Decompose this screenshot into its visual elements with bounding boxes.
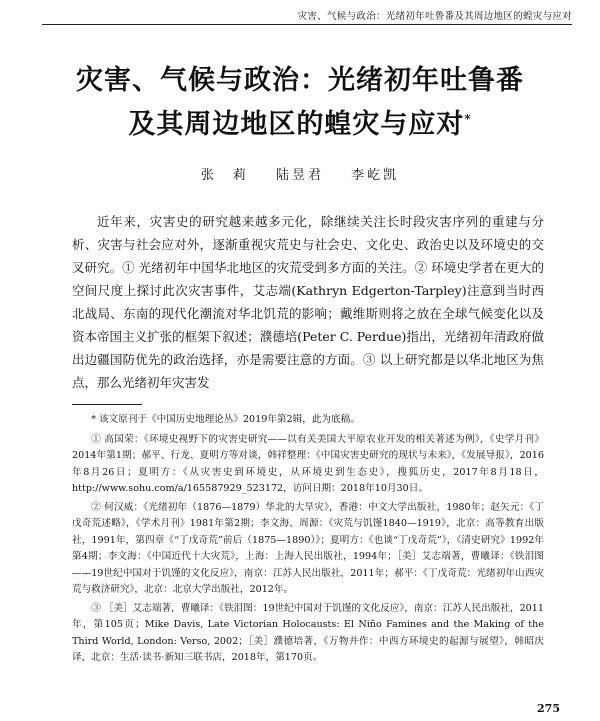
header-rule <box>42 24 572 25</box>
title-line-1: 灾害、气候与政治：光绪初年吐鲁番 <box>76 65 524 96</box>
body-paragraph: 近年来，灾害史的研究越来越多元化，除继续关注长时段灾害序列的重建与分析、灾害与社会应对外，逐渐重视灾荒史与社会史、文化史、政治史以及环境史的交叉研究。① 光绪初年中国华北地区的灾荒受到多方面的关注。② 环境史学者在更大的空间尺度上探讨此次灾害事件，艾志端(Kathryn Edgerton-Tarpley)注意到当时西北战局、东南的现代化潮流对华北饥荒的影响；戴维斯则将之放在全球气候变化以及资本帝国主义扩张的框架下叙述；濮德培(Peter C. Perdue)指出，光绪初年清政府做出边疆国防优先的政治选择，亦是需要注意的方面。③ 以上研究都是以华北地区为焦点，那么光绪初年灾害发 <box>72 214 544 390</box>
running-head: 灾害、气候与政治：光绪初年吐鲁番及其周边地区的蝗灾与应对 <box>297 11 572 22</box>
footnote-3: ③ ［美］艾志端著，曹曦译：《铁泪图：19世纪中国对于饥馑的文化反应》，南京：江苏人民出版社，2011年，第105页；Mike Davis, Late Victorian Holocausts: El Niño Famines and the Making of the Third World, London: Verso, 2002；［美］濮德培著，《万物并作：中西方环境史的起源与展望》，韩昭庆译，北京：生活·读书·新知三联书店，2018年，第170页。 <box>72 602 544 663</box>
footnote-1: ① 高国荣：《环境史视野下的灾害史研究——以有关美国大平原农业开发的相关著述为例》，《史学月刊》2014年第1期；郝平、行龙、夏明方等对谈，韩祥整理：《中国灾害史研究的现状与未来》，《发展导报》，2016年8月26日；夏明方：《从灾害史到环境史，从环境史到生态史》，搜狐历史，2017年8月18日，http://www.sohu.com/a/165587929_523172，访问日期：2018年10月30日。 <box>72 433 544 494</box>
title-footnote-mark: * <box>464 112 472 126</box>
author-name: 李屹凯 <box>351 168 400 183</box>
author-name: 张 莉 <box>200 168 249 183</box>
footnotes <box>72 412 544 669</box>
author-list <box>0 164 600 183</box>
article-title <box>0 62 600 144</box>
title-line-2 <box>0 100 600 144</box>
footnote-2: ② 何汉威：《光绪初年（1876—1879）华北的大旱灾》，香港：中文大学出版社，1980年；赵矢元：《丁戊奇荒述略》，《学术月刊》1981年第2期；李文海、周源：《灾荒与饥馑1840—1919》，北京：高等教育出版社，1991年，第四章《“丁戊奇荒”前后（1875—1890）》；夏明方：《也谈“丁戊奇荒”》，《清史研究》1992年第4期；李文海：《中国近代十大灾荒》，上海：上海人民出版社，1994年；［美］艾志端著，曹曦译：《铁泪图——19世纪中国对于饥馑的文化反应》，南京：江苏人民出版社，2011年；郝平：《丁戊奇荒：光绪初年山西灾荒与救济研究》，北京：北京大学出版社，2012年。 <box>72 501 544 595</box>
footnote-rule <box>72 404 142 405</box>
author-name: 陆昱君 <box>275 168 324 183</box>
title-line-2-text: 及其周边地区的蝗灾与应对 <box>128 109 465 140</box>
page-number: 275 <box>537 702 560 715</box>
footnote-source: * 该文原刊于《中国历史地理论丛》2019年第2辑，此为底稿。 <box>91 414 360 425</box>
